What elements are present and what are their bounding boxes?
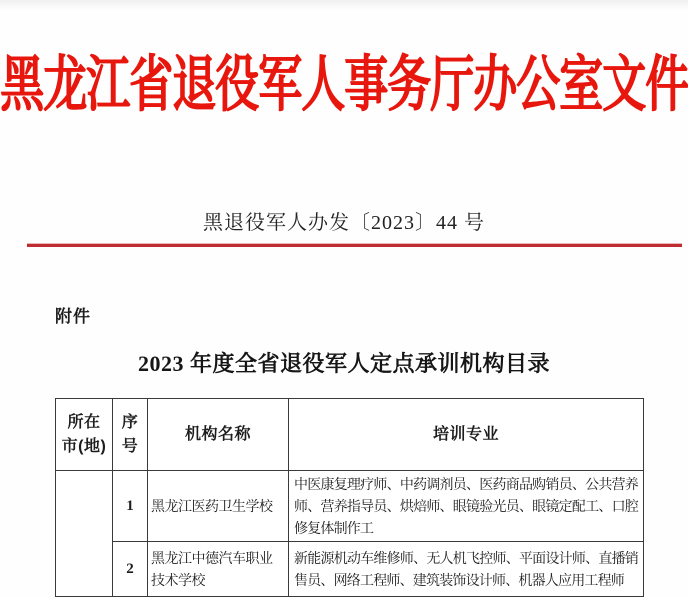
- institution-name: 黑龙江中德汽车职业技术学校: [148, 542, 289, 597]
- red-divider-line: [27, 244, 682, 247]
- training-majors: 新能源机动车维修师、无人机飞控师、平面设计师、直播销售员、网络工程师、建筑装饰设计师、机器人应用工程师: [289, 542, 644, 597]
- col-header-institution-name: 机构名称: [148, 399, 289, 471]
- institution-name: 黑龙江医药卫生学校: [148, 471, 289, 542]
- table-header-row: [56, 399, 644, 471]
- training-majors: 中医康复理疗师、中药调剂员、医药商品购销员、公共营养师、营养指导员、烘焙师、眼镜验光员、眼镜定配工、口腔修复体制作工: [289, 471, 644, 542]
- table-title: 2023 年度全省退役军人定点承训机构目录: [137, 351, 550, 376]
- document-header-title: 黑龙江省退役军人事务厅办公室文件: [0, 51, 688, 120]
- city-cell: [56, 471, 113, 597]
- col-header-city: 所在市(地): [56, 399, 113, 471]
- document-number: 黑退役军人办发〔2023〕44 号: [203, 212, 485, 234]
- col-header-training-majors: 培训专业: [289, 399, 644, 471]
- table-row: [56, 542, 644, 597]
- row-number: 1: [113, 471, 148, 542]
- row-number: 2: [113, 542, 148, 597]
- attachment-label: 附件: [55, 307, 91, 326]
- table-row: [56, 471, 644, 542]
- training-institutions-table: [55, 398, 644, 597]
- col-header-number: 序号: [113, 399, 148, 471]
- document-red-header: [0, 30, 688, 128]
